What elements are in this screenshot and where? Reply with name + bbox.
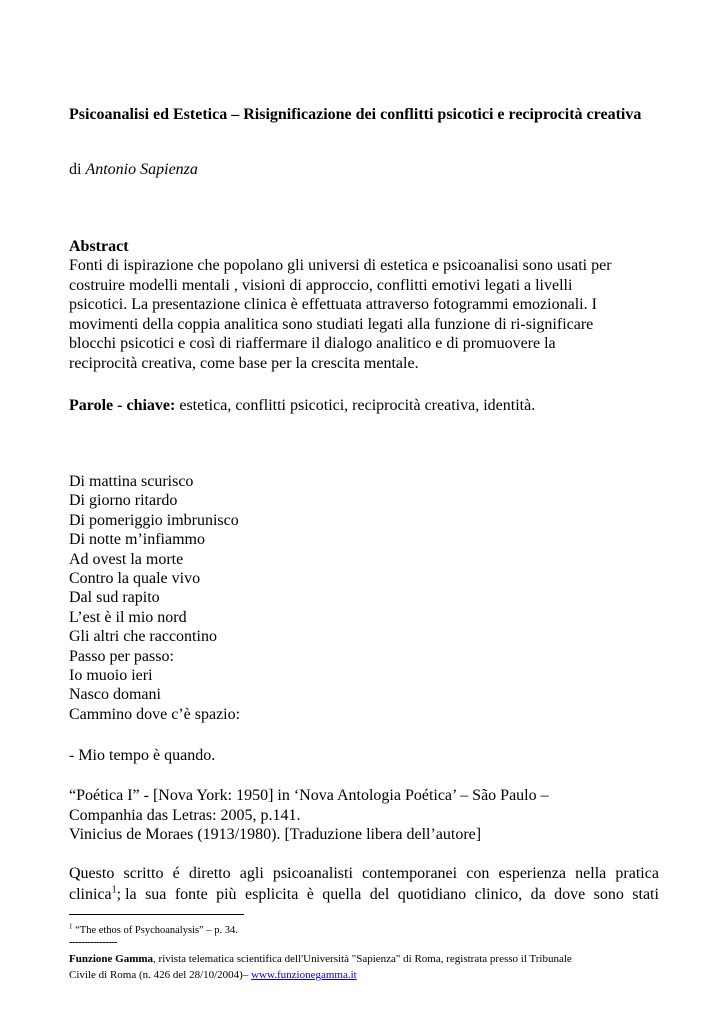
keywords-text: estetica, conflitti psicotici, reciprocità creativa, identità.: [175, 397, 536, 414]
body-word: dove: [554, 886, 586, 903]
abstract-line: Fonti di ispirazione che popolano gli universi di estetica e psicoanalisi sono usati per: [69, 257, 612, 274]
body-word: psicoanalisti: [272, 865, 353, 882]
body-word: sua: [145, 886, 167, 903]
poem-line: Di pomeriggio imbrunisco: [69, 511, 239, 529]
body-word: contemporanei: [362, 865, 458, 882]
abstract-line: psicotici. La presentazione clinica è effettuata attraverso fotogrammi emozionali. I: [69, 296, 597, 313]
abstract-line: movimenti della coppia analitica sono studiati legati alla funzione di ri-significare: [69, 315, 594, 333]
body-word: diretto: [188, 865, 231, 882]
keywords-label: Parole - chiave:: [69, 397, 176, 414]
poem-closing-line: - Mio tempo è quando.: [69, 747, 216, 764]
body-word: agli: [239, 865, 264, 882]
poem-line: Dal sud rapito: [69, 589, 160, 607]
poem-line: Di mattina scurisco: [69, 473, 194, 490]
body-word: del: [369, 886, 390, 903]
footer-line-2: [69, 967, 659, 983]
abstract-heading: Abstract: [69, 238, 129, 255]
body-line-1: [69, 863, 659, 884]
body-word: clinica: [69, 886, 112, 903]
poem-line: Gli altri che raccontino: [69, 628, 217, 646]
body-word: fonte: [174, 886, 208, 903]
poem-line: Io muoio ieri: [69, 667, 153, 685]
body-word: clinico,: [474, 886, 523, 903]
abstract-body: [69, 256, 659, 373]
body-word: sono: [593, 886, 624, 903]
byline-prefix: di: [69, 161, 82, 178]
body-word: stati: [632, 886, 659, 903]
footnote: [69, 924, 238, 937]
citation-line: “Poética I” - [Nova York: 1950] in ‘Nova Antologia Poética’ – São Paulo –: [69, 787, 549, 804]
poem-line: L’est è il mio nord: [69, 608, 187, 626]
poem-citation: [69, 786, 549, 845]
footer-text: Civile di Roma (n. 426 del 28/10/2004)–: [69, 969, 252, 981]
poem-line: Ad ovest la morte: [69, 550, 184, 568]
poem-line: Cammino dove c’è spazio:: [69, 705, 241, 723]
poem-line: Nasco domani: [69, 686, 161, 704]
body-word: quotidiano: [397, 886, 467, 903]
author-name: Antonio Sapienza: [85, 161, 198, 178]
body-word: Questo: [69, 865, 115, 882]
body-word: pratica: [615, 865, 659, 882]
footnote-reference[interactable]: 1: [111, 884, 117, 896]
body-line-2: [69, 884, 659, 905]
footnote-text: “The ethos of Psychoanalysis” – p. 34.: [72, 925, 238, 936]
byline: [69, 159, 198, 180]
body-word: é: [172, 865, 180, 882]
poem: [69, 472, 240, 724]
keywords: [69, 396, 535, 415]
body-word: quella: [322, 886, 362, 903]
poem-line: Di notte m’infiammo: [69, 531, 205, 549]
body-word: da: [530, 886, 546, 903]
body-word: ; la: [116, 886, 137, 903]
abstract-line: reciprocità creativa, come base per la crescita mentale.: [69, 354, 419, 372]
body-word: nella: [575, 865, 607, 882]
body-word: esplicita: [244, 886, 299, 903]
body-word: scritto: [123, 865, 164, 882]
poem-line: Contro la quale vivo: [69, 570, 201, 588]
body-word: esperienza: [498, 865, 567, 882]
abstract-line: costruire modelli mentali , visioni di approccio, conflitti emotivi legati a livelli: [69, 276, 573, 294]
footer-line-1: [69, 951, 659, 967]
footer-separator: ----------------: [69, 937, 117, 948]
journal-name: Funzione Gamma: [69, 953, 154, 965]
citation-line: Vinicius de Moraes (1913/1980). [Traduzione libera dell’autore]: [69, 826, 482, 843]
poem-line: Di giorno ritardo: [69, 492, 178, 510]
body-word: più: [216, 886, 237, 903]
body-word-with-footnote: [69, 884, 137, 905]
body-word: è: [306, 886, 314, 903]
citation-line: Companhia das Letras: 2005, p.141.: [69, 806, 301, 824]
footer-text: , rivista telematica scientifica dell'Università "Sapienza" di Roma, registrata presso il Tribunale: [153, 953, 572, 965]
footnote-divider: [69, 914, 244, 915]
abstract-line: blocchi psicotici e così di riaffermare il dialogo analitico e di promuovere la: [69, 335, 556, 352]
poem-line: Passo per passo:: [69, 647, 174, 665]
page-footer: [69, 951, 659, 983]
footnote-number: 1: [69, 922, 73, 931]
body-paragraph: [69, 863, 659, 905]
document-title: Psicoanalisi ed Estetica – Risignificazione dei conflitti psicotici e reciprocità creativa: [69, 106, 642, 123]
journal-website-link[interactable]: www.funzionegamma.it: [251, 969, 357, 981]
body-word: con: [466, 865, 490, 882]
